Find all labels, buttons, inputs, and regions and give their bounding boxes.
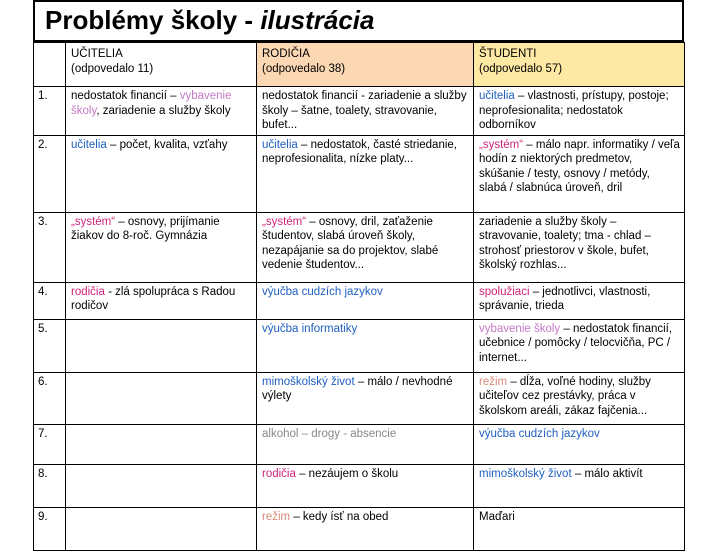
row-number: 3. [34, 212, 66, 282]
title-italic: ilustrácia [260, 5, 375, 35]
header-studenti-sub: (odpovedalo 57) [479, 62, 563, 75]
cell-text-segment: „systém“ [479, 138, 524, 151]
cell-studenti [474, 424, 685, 464]
cell-ucitelia [66, 372, 257, 424]
cell-text-segment: – dĺža, voľné hodiny, služby učiteľov cez prestávky, práca v školskom areáli, zákaz fajčenia... [479, 375, 651, 417]
cell-text-segment: , zariadenie a služby školy [96, 104, 231, 117]
cell-ucitelia [66, 464, 257, 507]
cell-studenti [474, 507, 685, 550]
row-number: 9. [34, 507, 66, 550]
cell-rodicia [257, 135, 474, 212]
cell-text-segment: zariadenie a služby školy [479, 215, 607, 228]
cell-rodicia [257, 319, 474, 372]
cell-studenti [474, 87, 685, 136]
cell-text-segment: režim [479, 375, 508, 388]
row-number: 1. [34, 87, 66, 136]
row-number: 6. [34, 372, 66, 424]
header-row [34, 43, 685, 87]
cell-text-segment: – málo / nevhodné výlety [262, 375, 453, 402]
cell-text-segment: učitelia [479, 90, 515, 102]
header-num-cell [34, 43, 66, 87]
cell-text-segment: – nezáujem o školu [295, 467, 399, 480]
row-number: 5. [34, 319, 66, 372]
table-row [34, 212, 685, 282]
table-row [34, 135, 685, 212]
header-rodicia-sub: (odpovedalo 38) [262, 62, 346, 75]
table-row [34, 87, 685, 136]
cell-text-segment: spolužiaci [479, 285, 530, 298]
cell-text-segment: výučba informatiky [262, 322, 358, 335]
header-rodicia-name: RODIČIA [262, 48, 310, 60]
title-main: Problémy školy - [45, 5, 261, 35]
cell-text-segment: Maďari [479, 510, 515, 523]
cell-text-segment: alkohol – drogy - absencie [262, 427, 397, 440]
title-box [33, 0, 684, 42]
cell-rodicia [257, 464, 474, 507]
problems-table [33, 42, 685, 551]
cell-text-segment: – osnovy, prijímanie žiakov do 8-roč. Gymnázia [71, 215, 220, 242]
table-row [34, 282, 685, 319]
row-number: 7. [34, 424, 66, 464]
cell-text-segment: – málo napr. informatiky / veľa hodín z niektorých predmetov, skúšanie / testy, osnovy / metódy, slabá / slabnúca úroveň, dril [479, 138, 680, 194]
cell-text-segment: – nedostatok, časté striedanie, neprofesionalita, nízke platy... [262, 138, 457, 165]
row-number: 4. [34, 282, 66, 319]
cell-studenti [474, 464, 685, 507]
cell-ucitelia [66, 424, 257, 464]
cell-rodicia [257, 507, 474, 550]
header-ucitelia [66, 43, 257, 87]
cell-ucitelia [66, 135, 257, 212]
table-row [34, 424, 685, 464]
cell-text-segment: – počet, kvalita, vzťahy [106, 138, 228, 151]
cell-text-segment: – vlastnosti, prístupy, postoje; neprofesionalita; nedostatok odborníkov [479, 90, 669, 131]
cell-text-segment: – nedostatok financií, učebnice / pomôcky / telocvičňa, PC / internet... [479, 322, 673, 364]
cell-text-segment: nedostatok financií - zariadenie a služby školy – šatne, toalety, stravovanie, bufet... [262, 90, 467, 131]
cell-ucitelia [66, 87, 257, 136]
table-row [34, 464, 685, 507]
cell-ucitelia [66, 507, 257, 550]
cell-text-segment: režim [262, 510, 291, 523]
cell-rodicia [257, 372, 474, 424]
cell-text-segment: „systém“ [71, 215, 116, 228]
header-ucitelia-sub: (odpovedalo 11) [71, 62, 154, 75]
table-row [34, 319, 685, 372]
cell-text-segment: „systém“ [262, 215, 307, 228]
cell-ucitelia [66, 212, 257, 282]
cell-ucitelia [66, 282, 257, 319]
cell-text-segment: – osnovy, dril, zaťaženie študentov, slabá úroveň školy, nezapájanie sa do projektov, slabé vedenie študentov... [262, 215, 439, 271]
cell-text-segment: výučba cudzích jazykov [479, 427, 600, 440]
cell-text-segment: – kedy ísť na obed [290, 510, 389, 523]
cell-text-segment: nedostatok financií – [71, 90, 180, 102]
cell-rodicia [257, 212, 474, 282]
cell-text-segment: učitelia [262, 138, 298, 151]
cell-text-segment: - zlá spolupráca s Radou rodičov [71, 285, 236, 312]
cell-text-segment: vybavenie školy [71, 90, 232, 117]
cell-studenti [474, 135, 685, 212]
table-row [34, 372, 685, 424]
cell-studenti [474, 282, 685, 319]
cell-studenti [474, 372, 685, 424]
cell-rodicia [257, 424, 474, 464]
cell-text-segment: – jednotlivci, vlastnosti, správanie, trieda [479, 285, 651, 312]
cell-text-segment: mimoškolský život [479, 467, 572, 480]
row-number: 8. [34, 464, 66, 507]
cell-text-segment: vybavenie školy [479, 322, 561, 335]
cell-text-segment: výučba cudzích jazykov [262, 285, 383, 298]
cell-text-segment: rodičia [71, 285, 105, 298]
cell-rodicia [257, 87, 474, 136]
cell-studenti [474, 319, 685, 372]
cell-ucitelia [66, 319, 257, 372]
cell-studenti [474, 212, 685, 282]
header-studenti [474, 43, 685, 87]
cell-text-segment: učitelia [71, 138, 107, 151]
cell-text-segment: mimoškolský život [262, 375, 355, 388]
cell-text-segment: – málo aktivít [571, 467, 643, 480]
header-studenti-name: ŠTUDENTI [479, 48, 537, 60]
cell-rodicia [257, 282, 474, 319]
cell-text-segment: – stravovanie, toalety; tma - chlad – strohosť priestorov v škole, bufet, školský rozhlas... [479, 215, 651, 271]
row-number: 2. [34, 135, 66, 212]
slide-title [45, 5, 374, 36]
header-rodicia [257, 43, 474, 87]
header-ucitelia-name: UČITELIA [71, 48, 123, 60]
table-row [34, 507, 685, 550]
cell-text-segment: rodičia [262, 467, 296, 480]
